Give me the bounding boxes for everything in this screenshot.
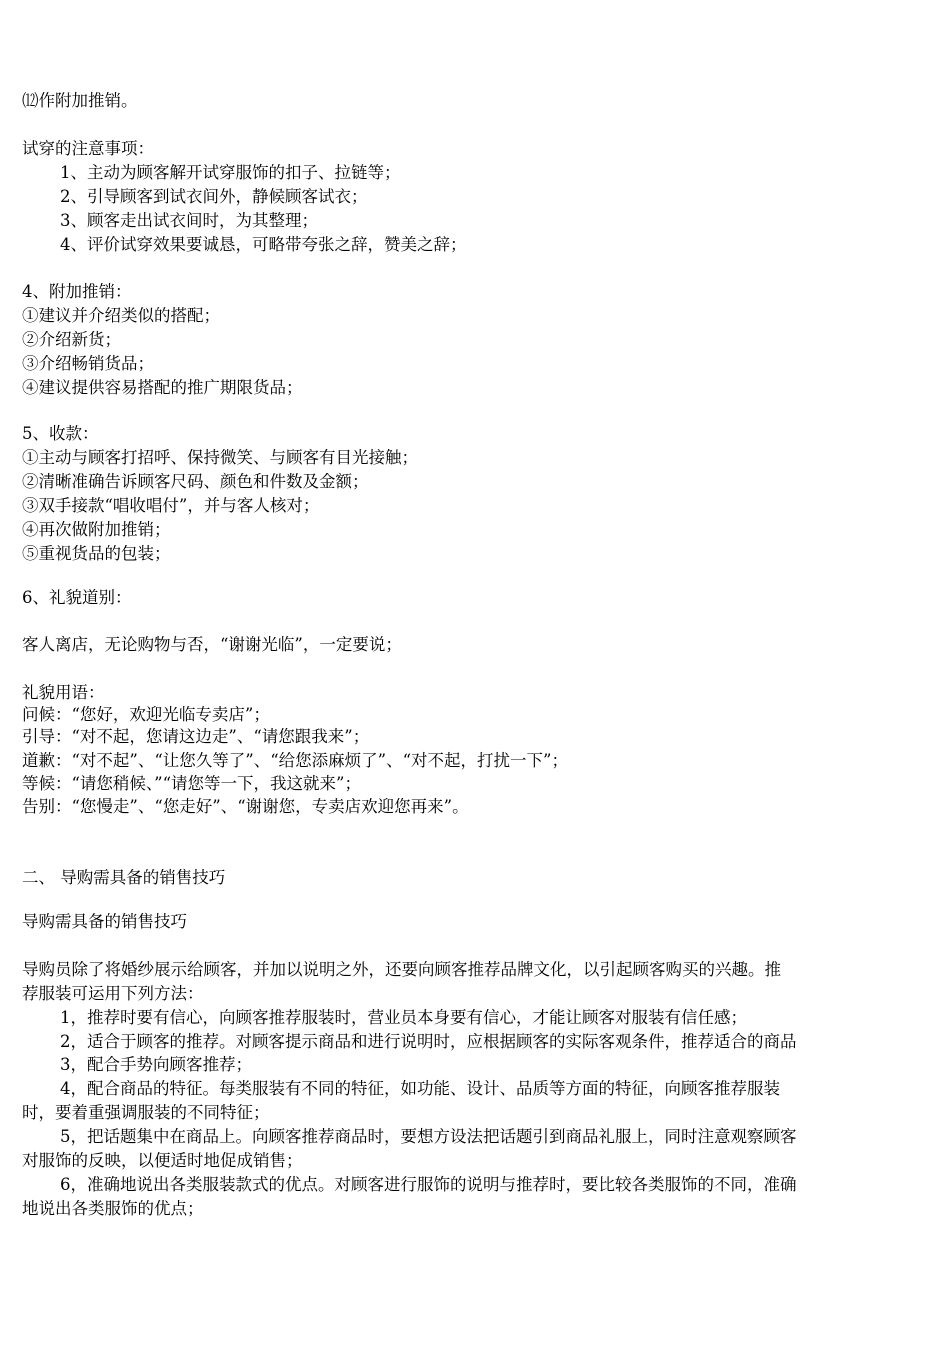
list-item: ③介绍畅销货品； bbox=[22, 354, 154, 373]
list-item: 4、评价试穿效果要诚恳，可略带夸张之辞，赞美之辞； bbox=[60, 235, 467, 254]
list-item: 2，适合于顾客的推荐。对顾客提示商品和进行说明时，应根据顾客的实际客观条件，推荐适合的商品 bbox=[60, 1032, 797, 1051]
section-heading: 6、礼貌道别： bbox=[22, 588, 132, 607]
list-item: 1、主动为顾客解开试穿服饰的扣子、拉链等； bbox=[60, 163, 401, 182]
text-line: 告别：“您慢走”、“您走好”、“谢谢您，专卖店欢迎您再来”。 bbox=[22, 797, 469, 816]
section-heading: 礼貌用语： bbox=[22, 683, 105, 702]
list-item: 1，推荐时要有信心，向顾客推荐服装时，营业员本身要有信心，才能让顾客对服装有信任感； bbox=[60, 1008, 747, 1027]
text-line: 客人离店，无论购物与否，“谢谢光临”，一定要说； bbox=[22, 635, 402, 654]
list-item: 4，配合商品的特征。每类服装有不同的特征，如功能、设计、品质等方面的特征，向顾客推荐服装 bbox=[60, 1079, 780, 1098]
list-item: ②介绍新货； bbox=[22, 330, 121, 349]
list-item: 6，准确地说出各类服装款式的优点。对顾客进行服饰的说明与推荐时，要比较各类服饰的不同，准确 bbox=[60, 1175, 797, 1194]
list-item: ①主动与顾客打招呼、保持微笑、与顾客有目光接触； bbox=[22, 448, 418, 467]
section-heading: 5、收款： bbox=[22, 424, 99, 443]
list-item: 3、顾客走出试衣间时，为其整理； bbox=[60, 211, 318, 230]
list-item-continuation: 对服饰的反映，以便适时地促成销售； bbox=[22, 1151, 303, 1170]
list-item: ②清晰准确告诉顾客尺码、颜色和件数及金额； bbox=[22, 472, 369, 491]
section-heading: 4、附加推销： bbox=[22, 282, 132, 301]
text-line: 引导：“对不起，您请这边走”、“请您跟我来”； bbox=[22, 727, 370, 746]
paragraph-line: 导购员除了将婚纱展示给顾客，并加以说明之外，还要向顾客推荐品牌文化，以引起顾客购买的兴趣。推 bbox=[22, 960, 781, 979]
list-item: ④再次做附加推销； bbox=[22, 520, 171, 539]
list-item-continuation: 地说出各类服饰的优点； bbox=[22, 1199, 204, 1218]
section-heading: 导购需具备的销售技巧 bbox=[22, 912, 187, 931]
text-line: 道歉：“对不起”、“让您久等了”、“给您添麻烦了”、“对不起，打扰一下”； bbox=[22, 751, 568, 770]
section-heading: 试穿的注意事项： bbox=[22, 139, 154, 158]
paragraph-line: 荐服装可运用下列方法： bbox=[22, 984, 204, 1003]
list-item: 2、引导顾客到试衣间外，静候顾客试衣； bbox=[60, 187, 368, 206]
text-line: ⑿作附加推销。 bbox=[22, 91, 138, 110]
list-item: ⑤重视货品的包装； bbox=[22, 544, 171, 563]
list-item-continuation: 时，要着重强调服装的不同特征； bbox=[22, 1103, 270, 1122]
section-heading: 二、 导购需具备的销售技巧 bbox=[22, 868, 226, 887]
list-item: 5，把话题集中在商品上。向顾客推荐商品时，要想方设法把话题引到商品礼服上，同时注意观察顾客 bbox=[60, 1127, 797, 1146]
list-item: 3，配合手势向顾客推荐； bbox=[60, 1055, 252, 1074]
text-line: 问候：“您好，欢迎光临专卖店”； bbox=[22, 705, 270, 724]
text-line: 等候：“请您稍候、”“请您等一下，我这就来”； bbox=[22, 774, 361, 793]
list-item: ④建议提供容易搭配的推广期限货品； bbox=[22, 378, 303, 397]
list-item: ③双手接款“唱收唱付”，并与客人核对； bbox=[22, 496, 320, 515]
list-item: ①建议并介绍类似的搭配； bbox=[22, 306, 220, 325]
